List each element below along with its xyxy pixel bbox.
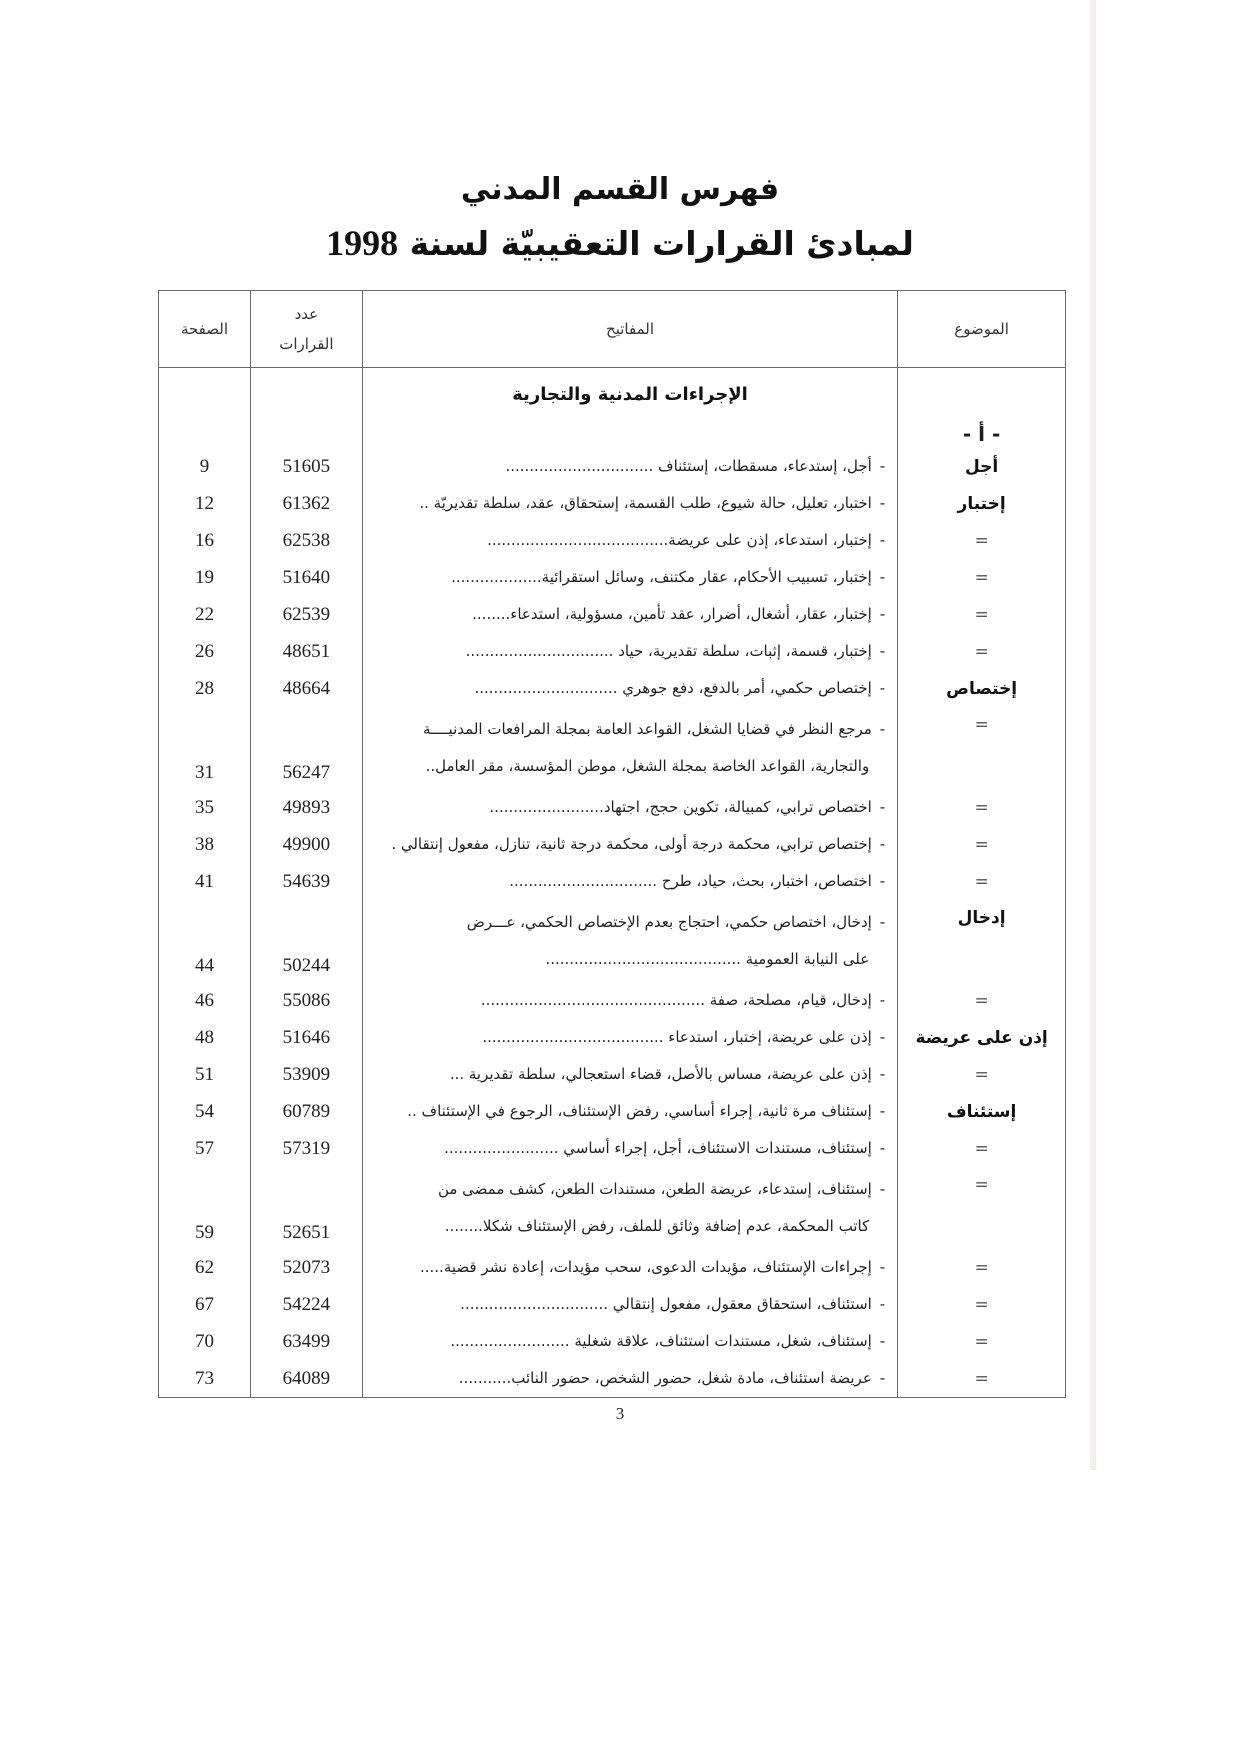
keywords-line: -أجل، إستدعاء، مسقطات، إستئناف ............................... (505, 457, 886, 475)
row-decision-number: 49893 (250, 789, 362, 826)
keywords-line: -إجراءات الإستئناف، مؤيدات الدعوى، سحب مؤيدات، إعادة نشر قضية..... (419, 1258, 886, 1276)
table-row (159, 1286, 1066, 1323)
row-decision-number: 48664 (250, 670, 362, 707)
table-row (159, 1130, 1066, 1167)
row-keywords (362, 789, 897, 826)
table-row (159, 1323, 1066, 1360)
row-page: 26 (159, 633, 251, 670)
keywords-line: -مرجع النظر في قضايا الشغل، القواعد العامة بمجلة المرافعات المدنيــــة (422, 720, 886, 738)
row-keywords (362, 596, 897, 633)
header-page: الصفحة (159, 291, 251, 368)
table-row (159, 1249, 1066, 1286)
keywords-line: -عريضة استئناف، مادة شغل، حضور الشخص، حضور النائب........... (458, 1369, 886, 1387)
bullet-dash: - (879, 720, 886, 738)
table-row (159, 448, 1066, 485)
row-decision-number: 54224 (250, 1286, 362, 1323)
bullet-dash: - (879, 568, 886, 586)
table-row (159, 1360, 1066, 1398)
table-row (159, 982, 1066, 1019)
row-keywords (362, 1286, 897, 1323)
bullet-dash: - (879, 642, 886, 660)
page-number: 3 (615, 1404, 625, 1423)
table-row (159, 789, 1066, 826)
bullet-dash: - (879, 835, 886, 853)
bullet-dash: - (879, 798, 886, 816)
keywords-line: -إدخال، قيام، مصلحة، صفة ............................................... (480, 991, 886, 1009)
row-subject: = (898, 826, 1066, 863)
section-row (159, 368, 1066, 421)
bullet-dash: - (879, 1295, 886, 1313)
row-subject: أجل (898, 448, 1066, 485)
keywords-line: -إختبار، عقار، أشغال، أضرار، عقد تأمين، مسؤولية، استدعاء........ (472, 605, 886, 623)
table-row (159, 863, 1066, 900)
row-page: 19 (159, 559, 251, 596)
row-subject: = (898, 1167, 1066, 1249)
row-page: 46 (159, 982, 251, 1019)
table-row (159, 485, 1066, 522)
table-row (159, 1093, 1066, 1130)
table-row (159, 1056, 1066, 1093)
header-keywords: المفاتيح (362, 291, 897, 368)
row-page: 73 (159, 1360, 251, 1398)
row-keywords (362, 670, 897, 707)
row-page: 31 (159, 707, 251, 789)
letter-heading: - أ - (898, 420, 1066, 448)
row-page: 70 (159, 1323, 251, 1360)
row-subject: = (898, 596, 1066, 633)
row-keywords (362, 485, 897, 522)
header-subject: الموضوع (898, 291, 1066, 368)
row-page: 41 (159, 863, 251, 900)
row-page: 48 (159, 1019, 251, 1056)
row-keywords (362, 1360, 897, 1398)
keywords-line: -اختصاص ترابي، كمبيالة، تكوين حجج، اجتهاد........................ (489, 798, 886, 816)
table-row (159, 670, 1066, 707)
row-page: 62 (159, 1249, 251, 1286)
row-keywords (362, 826, 897, 863)
keywords-line: -إختبار، تسبيب الأحكام، عقار مكتنف، وسائل استقرائية................... (451, 568, 886, 586)
row-page: 51 (159, 1056, 251, 1093)
index-body (159, 368, 1066, 1398)
row-keywords (362, 982, 897, 1019)
row-decision-number: 62538 (250, 522, 362, 559)
bullet-dash: - (879, 679, 886, 697)
keywords-line: -إستئناف، شغل، مستندات استئناف، علاقة شغلية ......................... (450, 1332, 886, 1350)
table-row (159, 596, 1066, 633)
row-subject: = (898, 1130, 1066, 1167)
keywords-line: -اختبار، تعليل، حالة شيوع، طلب القسمة، إستحقاق، عقد، سلطة تقديريّة .. (419, 494, 886, 512)
row-page: 28 (159, 670, 251, 707)
row-subject: إختبار (898, 485, 1066, 522)
keywords-line: -إستئناف، مستندات الاستئناف، أجل، إجراء أساسي ........................ (444, 1139, 886, 1157)
row-page: 44 (159, 900, 251, 982)
row-subject: = (898, 1360, 1066, 1398)
keywords-line: -إدخال، اختصاص حكمي، احتجاج بعدم الإختصاص الحكمي، عـــرض (466, 913, 886, 931)
keywords-line: -إختبار، استدعاء، إذن على عريضة...................................... (487, 531, 886, 549)
table-row (159, 559, 1066, 596)
row-decision-number: 50244 (250, 900, 362, 982)
bullet-dash: - (879, 1258, 886, 1276)
row-keywords (362, 633, 897, 670)
row-page: 12 (159, 485, 251, 522)
row-page: 22 (159, 596, 251, 633)
row-page: 16 (159, 522, 251, 559)
row-decision-number: 64089 (250, 1360, 362, 1398)
row-keywords (362, 863, 897, 900)
bullet-dash: - (879, 1180, 886, 1198)
keywords-line: على النيابة العمومية ......................................... (545, 950, 870, 968)
bullet-dash: - (879, 457, 886, 475)
row-keywords (362, 1249, 897, 1286)
bullet-dash: - (879, 1102, 886, 1120)
row-decision-number: 57319 (250, 1130, 362, 1167)
row-page: 57 (159, 1130, 251, 1167)
row-keywords (362, 522, 897, 559)
keywords-line: -استئناف، استحقاق معقول، مفعول إنتقالي ............................... (460, 1295, 886, 1313)
bullet-dash: - (879, 531, 886, 549)
row-subject: = (898, 1249, 1066, 1286)
row-keywords (362, 1167, 897, 1249)
row-decision-number: 49900 (250, 826, 362, 863)
row-keywords (362, 707, 897, 789)
row-keywords (362, 1093, 897, 1130)
table-row (159, 1019, 1066, 1056)
row-decision-number: 52651 (250, 1167, 362, 1249)
keywords-line: -إختبار، قسمة، إثبات، سلطة تقديرية، حياد ............................... (465, 642, 886, 660)
row-page: 35 (159, 789, 251, 826)
document-title: فهرس القسم المدني (460, 172, 780, 207)
row-decision-number: 48651 (250, 633, 362, 670)
row-page: 67 (159, 1286, 251, 1323)
row-subject: = (898, 633, 1066, 670)
row-decision-number: 51646 (250, 1019, 362, 1056)
bullet-dash: - (879, 1028, 886, 1046)
table-header-row (159, 291, 1066, 368)
keywords-line: -إذن على عريضة، مساس بالأصل، قضاء استعجالي، سلطة تقديرية ... (449, 1065, 886, 1083)
row-subject: إدخال (898, 900, 1066, 982)
row-keywords (362, 900, 897, 982)
table-row (159, 1167, 1066, 1249)
keywords-line: -إستئناف مرة ثانية، إجراء أساسي، رفض الإستئناف، الرجوع في الإستئناف .. (407, 1102, 886, 1120)
row-subject: = (898, 1323, 1066, 1360)
index-table (158, 290, 1066, 1398)
row-page: 38 (159, 826, 251, 863)
bullet-dash: - (879, 1065, 886, 1083)
row-keywords (362, 448, 897, 485)
keywords-line: -إذن على عريضة، إختبار، استدعاء ...................................... (482, 1028, 886, 1046)
row-subject: = (898, 559, 1066, 596)
bullet-dash: - (879, 494, 886, 512)
row-subject: = (898, 707, 1066, 789)
row-page: 9 (159, 448, 251, 485)
row-decision-number: 61362 (250, 485, 362, 522)
row-page: 54 (159, 1093, 251, 1130)
row-subject: إختصاص (898, 670, 1066, 707)
row-decision-number: 63499 (250, 1323, 362, 1360)
row-page: 59 (159, 1167, 251, 1249)
bullet-dash: - (879, 1332, 886, 1350)
bullet-dash: - (879, 991, 886, 1009)
row-subject: = (898, 863, 1066, 900)
document-subtitle (0, 222, 1240, 264)
keywords-line: كاتب المحكمة، عدم إضافة وثائق للملف، رفض الإستئناف شكلا........ (444, 1217, 870, 1235)
bullet-dash: - (879, 872, 886, 890)
bullet-dash: - (879, 1369, 886, 1387)
subtitle-year: 1998 (326, 223, 399, 263)
table-row (159, 522, 1066, 559)
keywords-line: -إستئناف، إستدعاء، عريضة الطعن، مستندات الطعن، كشف ممضى من (437, 1180, 886, 1198)
keywords-line: -اختصاص، اختبار، بحث، حياد، طرح ............................... (509, 872, 886, 890)
table-row (159, 900, 1066, 982)
keywords-line: -إختصاص ترابي، محكمة درجة أولى، محكمة درجة ثانية، تنازل، مفعول إنتقالي . (391, 835, 886, 853)
table-row (159, 707, 1066, 789)
row-decision-number: 51605 (250, 448, 362, 485)
row-keywords (362, 1019, 897, 1056)
row-decision-number: 56247 (250, 707, 362, 789)
header-decision-number: عدد القرارات (250, 291, 362, 368)
row-subject: = (898, 1286, 1066, 1323)
row-decision-number: 54639 (250, 863, 362, 900)
row-subject: إستئناف (898, 1093, 1066, 1130)
row-decision-number: 55086 (250, 982, 362, 1019)
row-decision-number: 53909 (250, 1056, 362, 1093)
row-subject: = (898, 789, 1066, 826)
section-title: الإجراءات المدنية والتجارية (362, 368, 897, 421)
row-keywords (362, 1056, 897, 1093)
row-decision-number: 62539 (250, 596, 362, 633)
row-subject: = (898, 982, 1066, 1019)
bullet-dash: - (879, 913, 886, 931)
row-subject: = (898, 522, 1066, 559)
row-keywords (362, 1130, 897, 1167)
bullet-dash: - (879, 1139, 886, 1157)
row-decision-number: 52073 (250, 1249, 362, 1286)
row-keywords (362, 1323, 897, 1360)
keywords-line: والتجارية، القواعد الخاصة بمجلة الشغل، موطن المؤسسة، مقر العامل.. (425, 757, 870, 775)
scan-edge-shadow (1090, 0, 1096, 1470)
table-row (159, 633, 1066, 670)
keywords-line: -إختصاص حكمي، أمر بالدفع، دفع جوهري .............................. (474, 679, 886, 697)
table-row (159, 826, 1066, 863)
row-keywords (362, 559, 897, 596)
bullet-dash: - (879, 605, 886, 623)
row-subject: = (898, 1056, 1066, 1093)
row-decision-number: 60789 (250, 1093, 362, 1130)
subtitle-text: لمبادئ القرارات التعقيبيّة لسنة (409, 224, 914, 263)
letter-row (159, 420, 1066, 448)
row-decision-number: 51640 (250, 559, 362, 596)
row-subject: إذن على عريضة (898, 1019, 1066, 1056)
